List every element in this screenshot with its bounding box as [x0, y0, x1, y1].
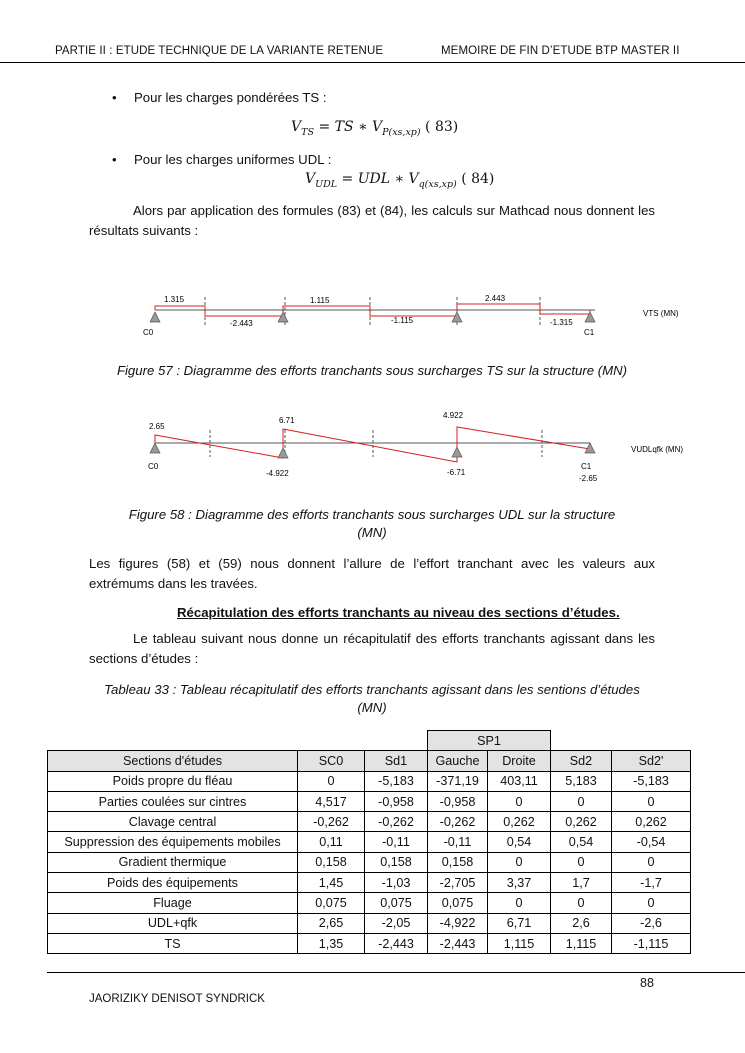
value-cell: 0,075 [298, 893, 365, 913]
figure58-caption-line2: (MN) [357, 525, 387, 540]
recap-table [47, 730, 691, 954]
column-header: Sd2 [551, 751, 612, 771]
value-cell: 0,158 [298, 852, 365, 872]
value-cell: 1,35 [298, 933, 365, 953]
value-cell: 0,54 [551, 832, 612, 852]
value-cell: 4,517 [298, 791, 365, 811]
row-label-cell: Poids des équipements [48, 873, 298, 893]
support-label-c1: C1 [584, 328, 595, 337]
table-row [48, 933, 691, 953]
paragraph-table: Le tableau suivant nous donne un récapitulatif des efforts tranchants agissant dans les sections d’études : [89, 631, 655, 666]
paragraph-figures: Les figures (58) et (59) nous donnent l’allure de l’effort tranchant avec les valeurs aux extrémums dans les travées. [89, 556, 655, 591]
table-header-row [48, 751, 691, 771]
footer-rule [47, 972, 745, 973]
column-header: Sections d'études [48, 751, 298, 771]
intro-paragraph: Alors par application des formules (83) et (84), les calculs sur Mathcad nous donnent les résultats suivants : [89, 203, 655, 238]
value-cell: -0,11 [365, 832, 428, 852]
value-cell: 2,6 [551, 913, 612, 933]
support-label-c0: C0 [148, 462, 159, 471]
value-label: -2.65 [579, 474, 598, 483]
value-cell: 6,71 [488, 913, 551, 933]
table-caption-line1: Tableau 33 : Tableau récapitulatif des efforts tranchants agissant dans les sentions d’études [104, 682, 640, 697]
table-row [48, 832, 691, 852]
value-cell: -2,443 [365, 933, 428, 953]
value-label: 4.922 [443, 411, 464, 420]
formula-vudl-label: ( 84) [461, 171, 495, 187]
value-cell: 0 [298, 771, 365, 791]
value-cell: 1,7 [551, 873, 612, 893]
table-row [48, 812, 691, 832]
bullet-dot: • [112, 152, 117, 167]
row-label-cell: UDL+qfk [48, 913, 298, 933]
bullet-udl-text: Pour les charges uniformes UDL : [134, 152, 332, 167]
figure57-caption: Figure 57 : Diagramme des efforts tranchants sous surcharges TS sur la structure (MN) [116, 363, 628, 378]
table-caption-line2: (MN) [357, 700, 387, 715]
value-cell: -0,54 [612, 832, 691, 852]
table-row [48, 791, 691, 811]
value-cell: -1,7 [612, 873, 691, 893]
value-cell: 0,262 [488, 812, 551, 832]
support-icon [452, 312, 462, 322]
value-label: 1.115 [310, 296, 330, 305]
value-label: -2.443 [230, 319, 253, 328]
value-label: 2.65 [149, 422, 165, 431]
value-cell: 0 [551, 852, 612, 872]
value-label: 2.443 [485, 294, 506, 303]
bullet-ts-text: Pour les charges pondérées TS : [134, 90, 327, 105]
row-label-cell: Gradient thermique [48, 852, 298, 872]
value-cell: 0 [612, 893, 691, 913]
header-left: PARTIE II : ETUDE TECHNIQUE DE LA VARIANTE RETENUE [55, 45, 384, 57]
header-right: MEMOIRE DE FIN D’ETUDE BTP MASTER II [441, 45, 680, 57]
column-header: Sd2' [612, 751, 691, 771]
value-cell: -1,03 [365, 873, 428, 893]
value-cell: -0,262 [365, 812, 428, 832]
value-cell: -5,183 [365, 771, 428, 791]
table-row [48, 771, 691, 791]
value-cell: 2,65 [298, 913, 365, 933]
value-label: -1.315 [550, 318, 573, 327]
page-number: 88 [640, 976, 654, 990]
row-label-cell: TS [48, 933, 298, 953]
value-cell: -2,705 [428, 873, 488, 893]
value-cell: 0 [551, 893, 612, 913]
support-icon [452, 447, 462, 457]
section-title: Récapitulation des efforts tranchants au niveau des sections d’études. [177, 605, 620, 620]
group-header-sp1: SP1 [428, 731, 551, 751]
value-cell: 0 [488, 852, 551, 872]
value-cell: 0 [488, 791, 551, 811]
support-label-c0: C0 [143, 328, 154, 337]
support-icon [150, 312, 160, 322]
value-label: -4.922 [266, 469, 289, 478]
value-cell: 0,11 [298, 832, 365, 852]
column-header: Sd1 [365, 751, 428, 771]
value-cell: -2,443 [428, 933, 488, 953]
value-cell: 0 [612, 791, 691, 811]
value-cell: 0,262 [612, 812, 691, 832]
value-cell: 0,54 [488, 832, 551, 852]
row-label-cell: Poids propre du fléau [48, 771, 298, 791]
value-label: 1.315 [164, 295, 185, 304]
table-row [48, 852, 691, 872]
header-rule [0, 62, 745, 63]
table-row [48, 913, 691, 933]
value-label: -1.115 [391, 316, 414, 325]
value-cell: 1,115 [551, 933, 612, 953]
value-cell: 0,158 [365, 852, 428, 872]
value-cell: 5,183 [551, 771, 612, 791]
value-cell: 403,11 [488, 771, 551, 791]
figure58-caption-line1: Figure 58 : Diagramme des efforts tranchants sous surcharges UDL sur la structure [128, 507, 616, 522]
value-cell: 1,45 [298, 873, 365, 893]
figure57-diagram [135, 285, 695, 345]
bullet-dot: • [112, 90, 117, 105]
value-cell: 0 [612, 852, 691, 872]
support-icon [150, 443, 160, 453]
footer-author: JAORIZIKY DENISOT SYNDRICK [89, 993, 265, 1005]
formula-vts: $V_{TS}$ = TS ∗ $V_{P(xs,xp)}$ ( 83) [291, 119, 459, 138]
value-cell: 3,37 [488, 873, 551, 893]
value-cell: -0,11 [428, 832, 488, 852]
value-cell: -5,183 [612, 771, 691, 791]
value-cell: 0,075 [365, 893, 428, 913]
row-label-cell: Suppression des équipements mobiles [48, 832, 298, 852]
support-icon [278, 312, 288, 322]
table-group-row [48, 731, 691, 751]
value-cell: 0,262 [551, 812, 612, 832]
formula-vts-label: ( 83) [425, 119, 459, 135]
value-cell: -4,922 [428, 913, 488, 933]
column-header: Droite [488, 751, 551, 771]
value-cell: -0,262 [428, 812, 488, 832]
row-label-cell: Parties coulées sur cintres [48, 791, 298, 811]
support-label-c1: C1 [581, 462, 592, 471]
table-row [48, 873, 691, 893]
figure58-diagram [135, 405, 695, 487]
figure58-caption [89, 506, 655, 542]
value-label: 6.71 [279, 416, 295, 425]
value-cell: -2,6 [612, 913, 691, 933]
value-cell: -371,19 [428, 771, 488, 791]
value-label: -6.71 [447, 468, 466, 477]
value-cell: -0,958 [428, 791, 488, 811]
column-header: Gauche [428, 751, 488, 771]
row-label-cell: Clavage central [48, 812, 298, 832]
value-cell: -0,262 [298, 812, 365, 832]
value-cell: 0,158 [428, 852, 488, 872]
legend-vts: VTS (MN) [643, 309, 679, 318]
table-row [48, 893, 691, 913]
table-caption [89, 681, 655, 717]
value-cell: -2,05 [365, 913, 428, 933]
value-cell: 0 [488, 893, 551, 913]
column-header: SC0 [298, 751, 365, 771]
value-cell: 0 [551, 791, 612, 811]
legend-vudl: VUDLqfk (MN) [631, 445, 684, 454]
formula-vudl: $V_{UDL}$ = UDL ∗ $V_{q(xs,xp)}$ ( 84) [305, 171, 495, 190]
value-cell: 1,115 [488, 933, 551, 953]
support-icon [278, 448, 288, 458]
value-cell: 0,075 [428, 893, 488, 913]
value-cell: -0,958 [365, 791, 428, 811]
value-cell: -1,115 [612, 933, 691, 953]
row-label-cell: Fluage [48, 893, 298, 913]
